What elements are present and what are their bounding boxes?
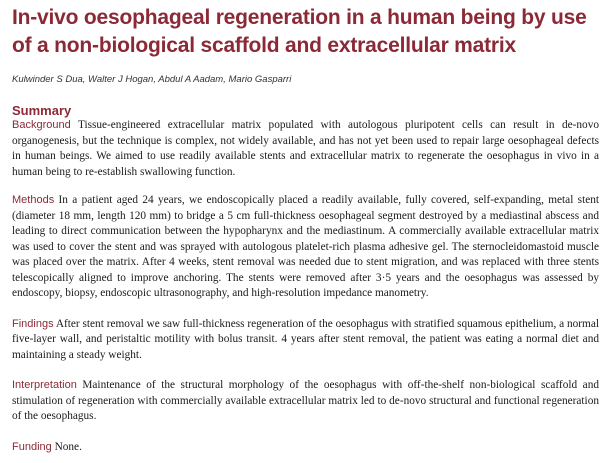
- interpretation-section: [12, 378, 599, 425]
- funding-section: [12, 440, 599, 456]
- author-list: Kulwinder S Dua, Walter J Hogan, Abdul A Aadam, Mario Gasparri: [12, 74, 292, 85]
- background-label: Background: [12, 119, 71, 131]
- methods-section: [12, 193, 599, 302]
- findings-text: After stent removal we saw full-thickness regeneration of the oesophagus with stratified squamous epithelium, a normal five-layer wall, and peristaltic motility with bolus transit. 4 years after stent removal, the patient was eating a normal diet and maintaining a steady weight.: [12, 317, 599, 361]
- findings-label: Findings: [12, 317, 54, 330]
- interpretation-label: Interpretation: [12, 379, 77, 391]
- funding-label: Funding: [12, 440, 52, 453]
- background-text: Tissue-engineered extracellular matrix populated with autologous pluripotent cells can result in de-novo organogenesis, but the technique is complex, not widely available, and has not yet been used to repair large oesophageal defects in human beings. We aimed to use readily available stents and extracellular matrix to regenerate the oesophagus in vivo in a human being to re-establish swallowing function.: [12, 119, 599, 178]
- paper-page: [12, 4, 599, 455]
- methods-label: Methods: [12, 194, 55, 206]
- funding-text: None.: [54, 440, 82, 453]
- methods-text: In a patient aged 24 years, we endoscopically placed a readily available, fully covered, self-expanding, metal stent (diameter 18 mm, length 120 mm) to bridge a 5 cm full-thickness oesophageal segment destroyed by a mediastinal abscess and leading to direct communication between the hypopharynx and the mediastinum. A commercially available extracellular matrix was used to cover the stent and was sprayed with autologous platelet-rich plasma adhesive gel. The sternocleidomastoid muscle was placed over the matrix. After 4 weeks, stent removal was needed due to stent migration, and was replaced with three stents telescopically aligned to improve anchoring. The stents were removed after 3·5 years and the oesophagus was assessed by endoscopy, biopsy, endoscopic ultrasonography, and high-resolution impedance manometry.: [12, 194, 600, 299]
- interpretation-text: Maintenance of the structural morphology of the oesophagus with off-the-shelf non-biological scaffold and stimulation of regeneration with commercially available extracellular matrix led to de-novo structural and functional regeneration of the oesophagus.: [12, 379, 599, 422]
- paper-title: In-vivo oesophageal regeneration in a human being by use of a non-biological scaffold and extracellular matrix: [12, 6, 587, 57]
- background-section: [12, 118, 599, 180]
- summary-heading: Summary: [12, 103, 72, 118]
- findings-section: [12, 317, 599, 364]
